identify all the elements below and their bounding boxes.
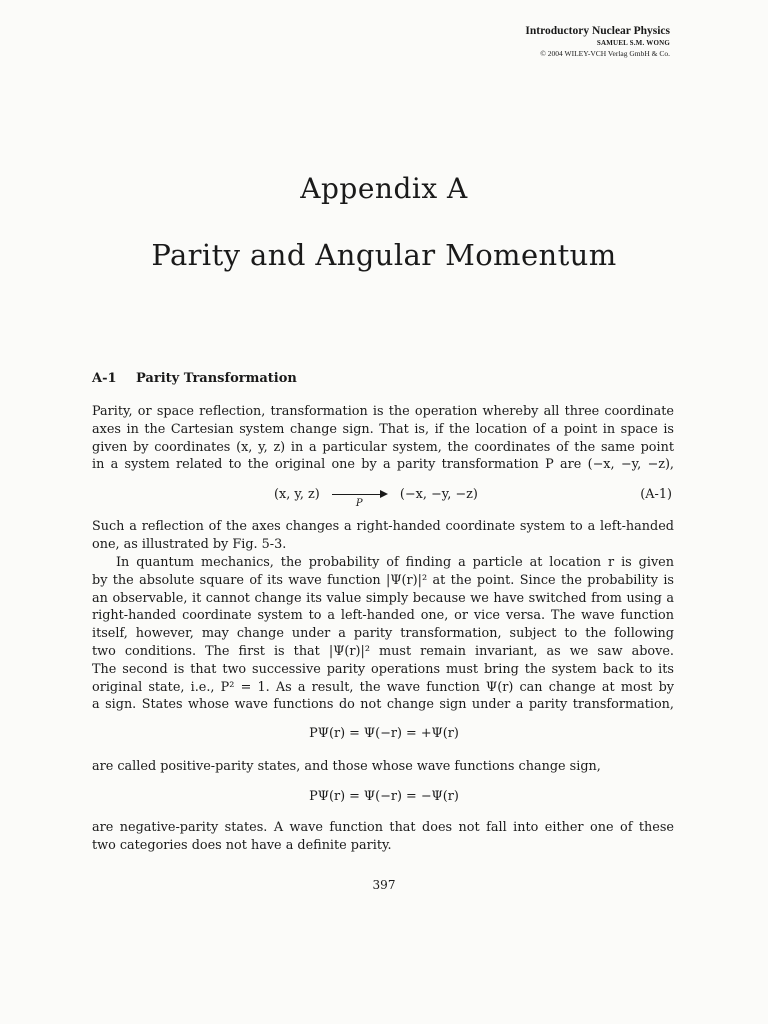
paragraph-3 <box>92 554 674 714</box>
paragraph-4 <box>92 758 674 776</box>
running-header <box>525 24 670 59</box>
text-line: by the absolute square of its wave function |Ψ(r)|² at the point. Since the probability is <box>92 572 674 588</box>
equation-lhs: (x, y, z) <box>274 487 320 502</box>
section-heading <box>92 371 297 386</box>
equation-rhs: (−x, −y, −z) <box>399 487 478 502</box>
equation-a1 <box>274 487 478 509</box>
text-line: given by coordinates (x, y, z) in a particular system, the coordinates of the same point <box>92 439 674 455</box>
text-line: an observable, it cannot change its value simply because we have switched from using a <box>92 590 674 606</box>
text-line: are negative-parity states. A wave function that does not fall into either one of these <box>92 820 674 835</box>
book-title: Introductory Nuclear Physics <box>525 25 670 37</box>
text-line: in a system related to the original one by a parity transformation P are (−x, −y, −z), <box>92 457 674 473</box>
equation-negative-parity: PΨ(r) = Ψ(−r) = −Ψ(r) <box>309 789 459 804</box>
paragraph-2 <box>92 518 674 554</box>
section-title: Parity Transformation <box>136 371 297 386</box>
paragraph-1 <box>92 403 674 474</box>
arrow-label: P <box>355 497 363 509</box>
page-number: 397 <box>372 878 396 892</box>
text-line: The second is that two successive parity operations must bring the system back to its <box>92 661 674 677</box>
text-line: itself, however, may change under a parity transformation, subject to the following <box>92 626 674 642</box>
chapter-title: Parity and Angular Momentum <box>151 238 617 272</box>
text-line: axes in the Cartesian system change sign. That is, if the location of a point in space is <box>92 421 674 437</box>
paragraph-5 <box>92 819 674 855</box>
equation-positive-parity: PΨ(r) = Ψ(−r) = +Ψ(r) <box>309 726 459 741</box>
right-arrow-icon <box>332 490 388 509</box>
text-line: are called positive-parity states, and those whose wave functions change sign, <box>92 759 601 774</box>
text-line: In quantum mechanics, the probability of finding a particle at location r is given <box>116 555 674 570</box>
text-line: right-handed coordinate system to a left-handed one, or vice versa. The wave function <box>92 608 674 624</box>
text-line: Parity, or space reflection, transformation is the operation whereby all three coordinate <box>92 404 674 419</box>
text-line: a sign. States whose wave functions do not change sign under a parity transformation, <box>92 697 674 713</box>
text-line: one, as illustrated by Fig. 5-3. <box>92 536 287 552</box>
appendix-title: Appendix A <box>300 172 468 205</box>
text-line: two categories does not have a definite parity. <box>92 837 392 853</box>
section-number: A-1 <box>92 371 117 386</box>
copyright-line: © 2004 WILEY-VCH Verlag GmbH & Co. <box>540 49 670 58</box>
text-line: Such a reflection of the axes changes a right-handed coordinate system to a left-handed <box>92 519 674 534</box>
equation-number: (A-1) <box>640 487 672 502</box>
author-name: SAMUEL S.M. WONG <box>596 39 670 47</box>
text-line: original state, i.e., P² = 1. As a result, the wave function Ψ(r) can change at most by <box>92 679 674 695</box>
text-line: two conditions. The first is that |Ψ(r)|² must remain invariant, as we saw above. <box>92 643 674 659</box>
